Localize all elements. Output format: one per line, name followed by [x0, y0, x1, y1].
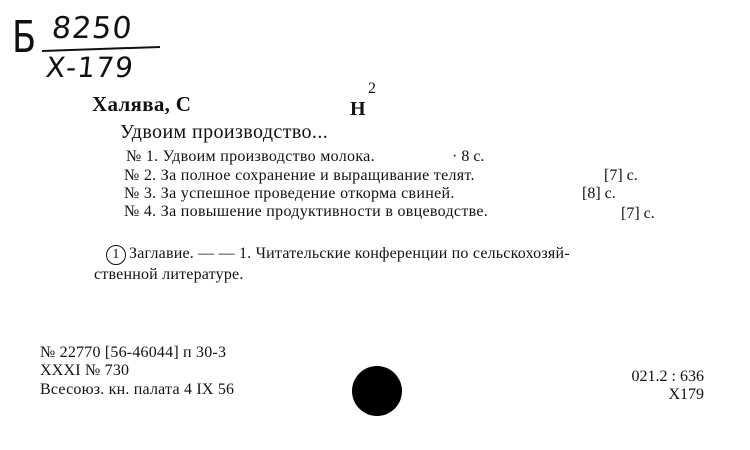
- cutter-code: X179: [668, 386, 704, 403]
- issue-item-1: № 1. Удвоим производство молока.: [126, 148, 375, 165]
- annotation-line-2: ственной литературе.: [94, 266, 244, 283]
- shelf-mark-letter: Б: [12, 12, 37, 63]
- imprint-line-2: XXXI № 730: [40, 362, 130, 379]
- classmark-superscript: 2: [368, 80, 376, 97]
- annotation-note: [94, 244, 716, 285]
- issue-item-4: № 4. За повышение продуктивности в овцеводстве.: [124, 203, 489, 220]
- issue-pages-1: · 8 с.: [452, 148, 485, 165]
- issue-pages-4: [7] с.: [621, 205, 655, 222]
- book-title: Удвоим производство...: [120, 121, 329, 143]
- shelf-mark: [12, 8, 162, 88]
- shelf-mark-number: 8250: [50, 11, 135, 46]
- issue-item-3: № 3. За успешное проведение откорма свиней.: [124, 185, 455, 202]
- punch-hole: [352, 366, 402, 416]
- udc-code: 021.2 : 636: [631, 368, 704, 385]
- annotation-line-1: Заглавие. — — 1. Читательские конференции по сельскохозяй-: [129, 245, 570, 262]
- issue-item-2: № 2. За полное сохранение и выращивание телят.: [124, 167, 475, 184]
- imprint-line-3: Всесоюз. кн. палата 4 IX 56: [40, 381, 235, 398]
- issue-pages-3: [8] с.: [582, 185, 616, 202]
- classmark: Н: [350, 98, 366, 120]
- imprint-line-1: № 22770 [56-46044] п 30-3: [40, 344, 227, 361]
- author-heading: Халява, С: [92, 92, 192, 116]
- annotation-marker: 1: [106, 245, 126, 265]
- shelf-mark-code: Х-179: [44, 51, 136, 84]
- issue-pages-2: [7] с.: [604, 167, 638, 184]
